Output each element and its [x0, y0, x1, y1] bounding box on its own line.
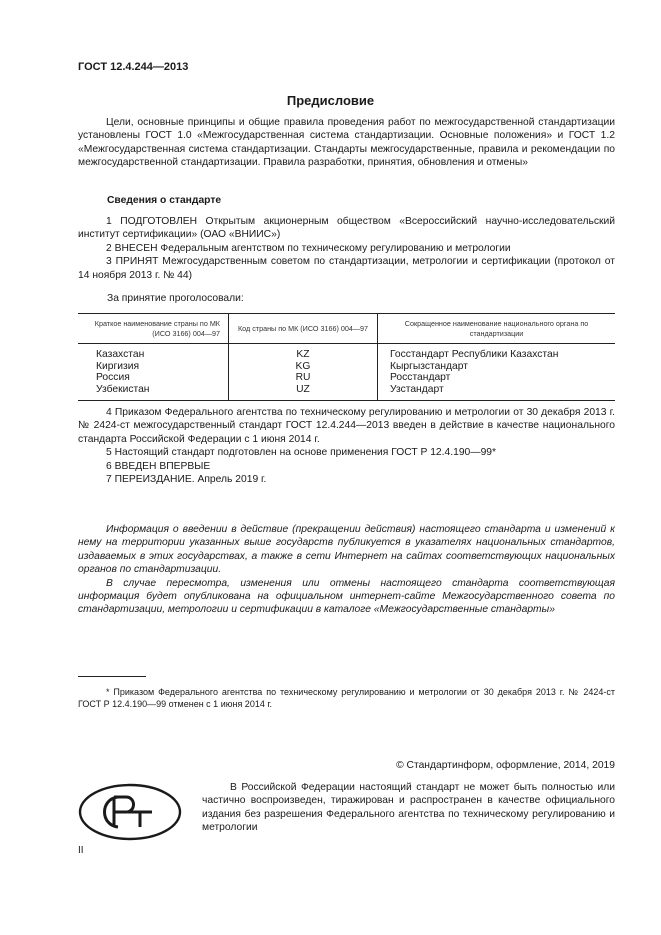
- table-cell-code: UZ: [229, 384, 378, 401]
- about-item-3: 3 ПРИНЯТ Межгосударственным советом по стандартизации, метрологии и сертификации (протокол от 14 ноября 2013 г. № 44): [78, 256, 615, 281]
- about-item-4: 4 Приказом Федерального агентства по техническому регулированию и метрологии от 30 декабря 2013 г. № 2424-ст межгосударственный стандарт ГОСТ 12.4.244—2013 введен в действие в качестве национального стандарта Российской Федерации с 1 июня 2014 г.: [78, 407, 615, 445]
- about-item-2: 2 ВНЕСЕН Федеральным агентством по техническому регулированию и метрологии: [106, 242, 511, 254]
- table-header-country: Краткое наименование страны по МК (ИСО 3166) 004—97: [78, 314, 229, 344]
- about-standard-heading: Сведения о стандарте: [107, 195, 222, 206]
- about-item-5: 5 Настоящий стандарт подготовлен на основе применения ГОСТ Р 12.4.190—99*: [106, 447, 497, 459]
- table-row: [78, 361, 615, 373]
- table-row: [78, 344, 615, 361]
- table-row: [78, 372, 615, 384]
- table-cell-body: Росстандарт: [390, 372, 451, 383]
- pct-certification-mark-icon: [78, 783, 182, 841]
- about-item-7: 7 ПЕРЕИЗДАНИЕ. Апрель 2019 г.: [106, 474, 267, 486]
- preamble-paragraph: Цели, основные принципы и общие правила проведения работ по межгосударственной стандартизации установлены ГОСТ 1.0 «Межгосударственная система стандартизации. Основные положения» и ГОСТ 1.2 «Межгосударственная система стандартизации. Стандарты межгосударственные, правила и рекомендации по межгосударственной стандартизации. Правила разработки, принятия, обновления и отмены»: [78, 117, 615, 169]
- about-items-block-2: [78, 406, 615, 486]
- rights-notice: В Российской Федерации настоящий стандарт не может быть полностью или частично воспроизведен, тиражирован и распространен в качестве официального издания без разрешения Федерального агентства по техническому регулированию и метрологии: [202, 782, 615, 834]
- about-items-block: [78, 215, 615, 282]
- table-cell-body: Госстандарт Республики Казахстан: [390, 349, 559, 360]
- table-cell-code: KZ: [229, 344, 378, 361]
- table-cell-body: Кыргызстандарт: [390, 360, 469, 372]
- info-block: [78, 523, 615, 617]
- copyright-notice: © Стандартинформ, оформление, 2014, 2019: [396, 760, 615, 771]
- table-cell-country: Узбекистан: [78, 384, 229, 401]
- table-header-body: Сокращенное наименование национального органа по стандартизации: [378, 314, 616, 344]
- about-item-6: 6 ВВЕДЕН ВПЕРВЫЕ: [106, 460, 211, 472]
- voting-countries-table: [78, 313, 615, 401]
- about-item-1: 1 ПОДГОТОВЛЕН Открытым акционерным обществом «Всероссийский научно-исследовательский институт сертификации» (ОАО «ВНИИС»): [78, 216, 615, 241]
- info-paragraph-2: В случае пересмотра, изменения или отмены настоящего стандарта соответствующая информация будет опубликована на официальном интернет-сайте Межгосударственного совета по стандартизации, метрологии и сертификации в каталоге «Межгосударственные стандарты»: [78, 577, 615, 616]
- footnote: * Приказом Федерального агентства по техническому регулированию и метрологии от 30 декабря 2013 г. № 2424-ст ГОСТ Р 12.4.190—99 отменен с 1 июня 2014 г.: [78, 687, 615, 709]
- page-number: II: [78, 845, 84, 856]
- table-row: [78, 384, 615, 401]
- table-cell-body: Узстандарт: [378, 384, 616, 401]
- table-header-code: Код страны по МК (ИСО 3166) 004—97: [229, 314, 378, 344]
- table-cell-country: Россия: [96, 372, 130, 383]
- table-header-row: [78, 314, 615, 344]
- table-cell-country: Казахстан: [96, 349, 145, 360]
- table-cell-country: Киргизия: [96, 360, 140, 372]
- page-title: Предисловие: [286, 93, 375, 108]
- document-header-id: ГОСТ 12.4.244—2013: [78, 61, 189, 73]
- info-paragraph-1: Информация о введении в действие (прекращении действия) настоящего стандарта и изменений к нему на территории указанных выше государств публикуется в указателях национальных стандартов, издаваемых в этих государствах, а также в сети Интернет на сайтах соответствующих национальных органов по стандартизации.: [78, 524, 615, 576]
- table-cell-code: KG: [229, 361, 378, 373]
- table-cell-code: RU: [229, 372, 378, 384]
- footnote-separator: [78, 676, 146, 677]
- vote-label: За принятие проголосовали:: [107, 293, 244, 304]
